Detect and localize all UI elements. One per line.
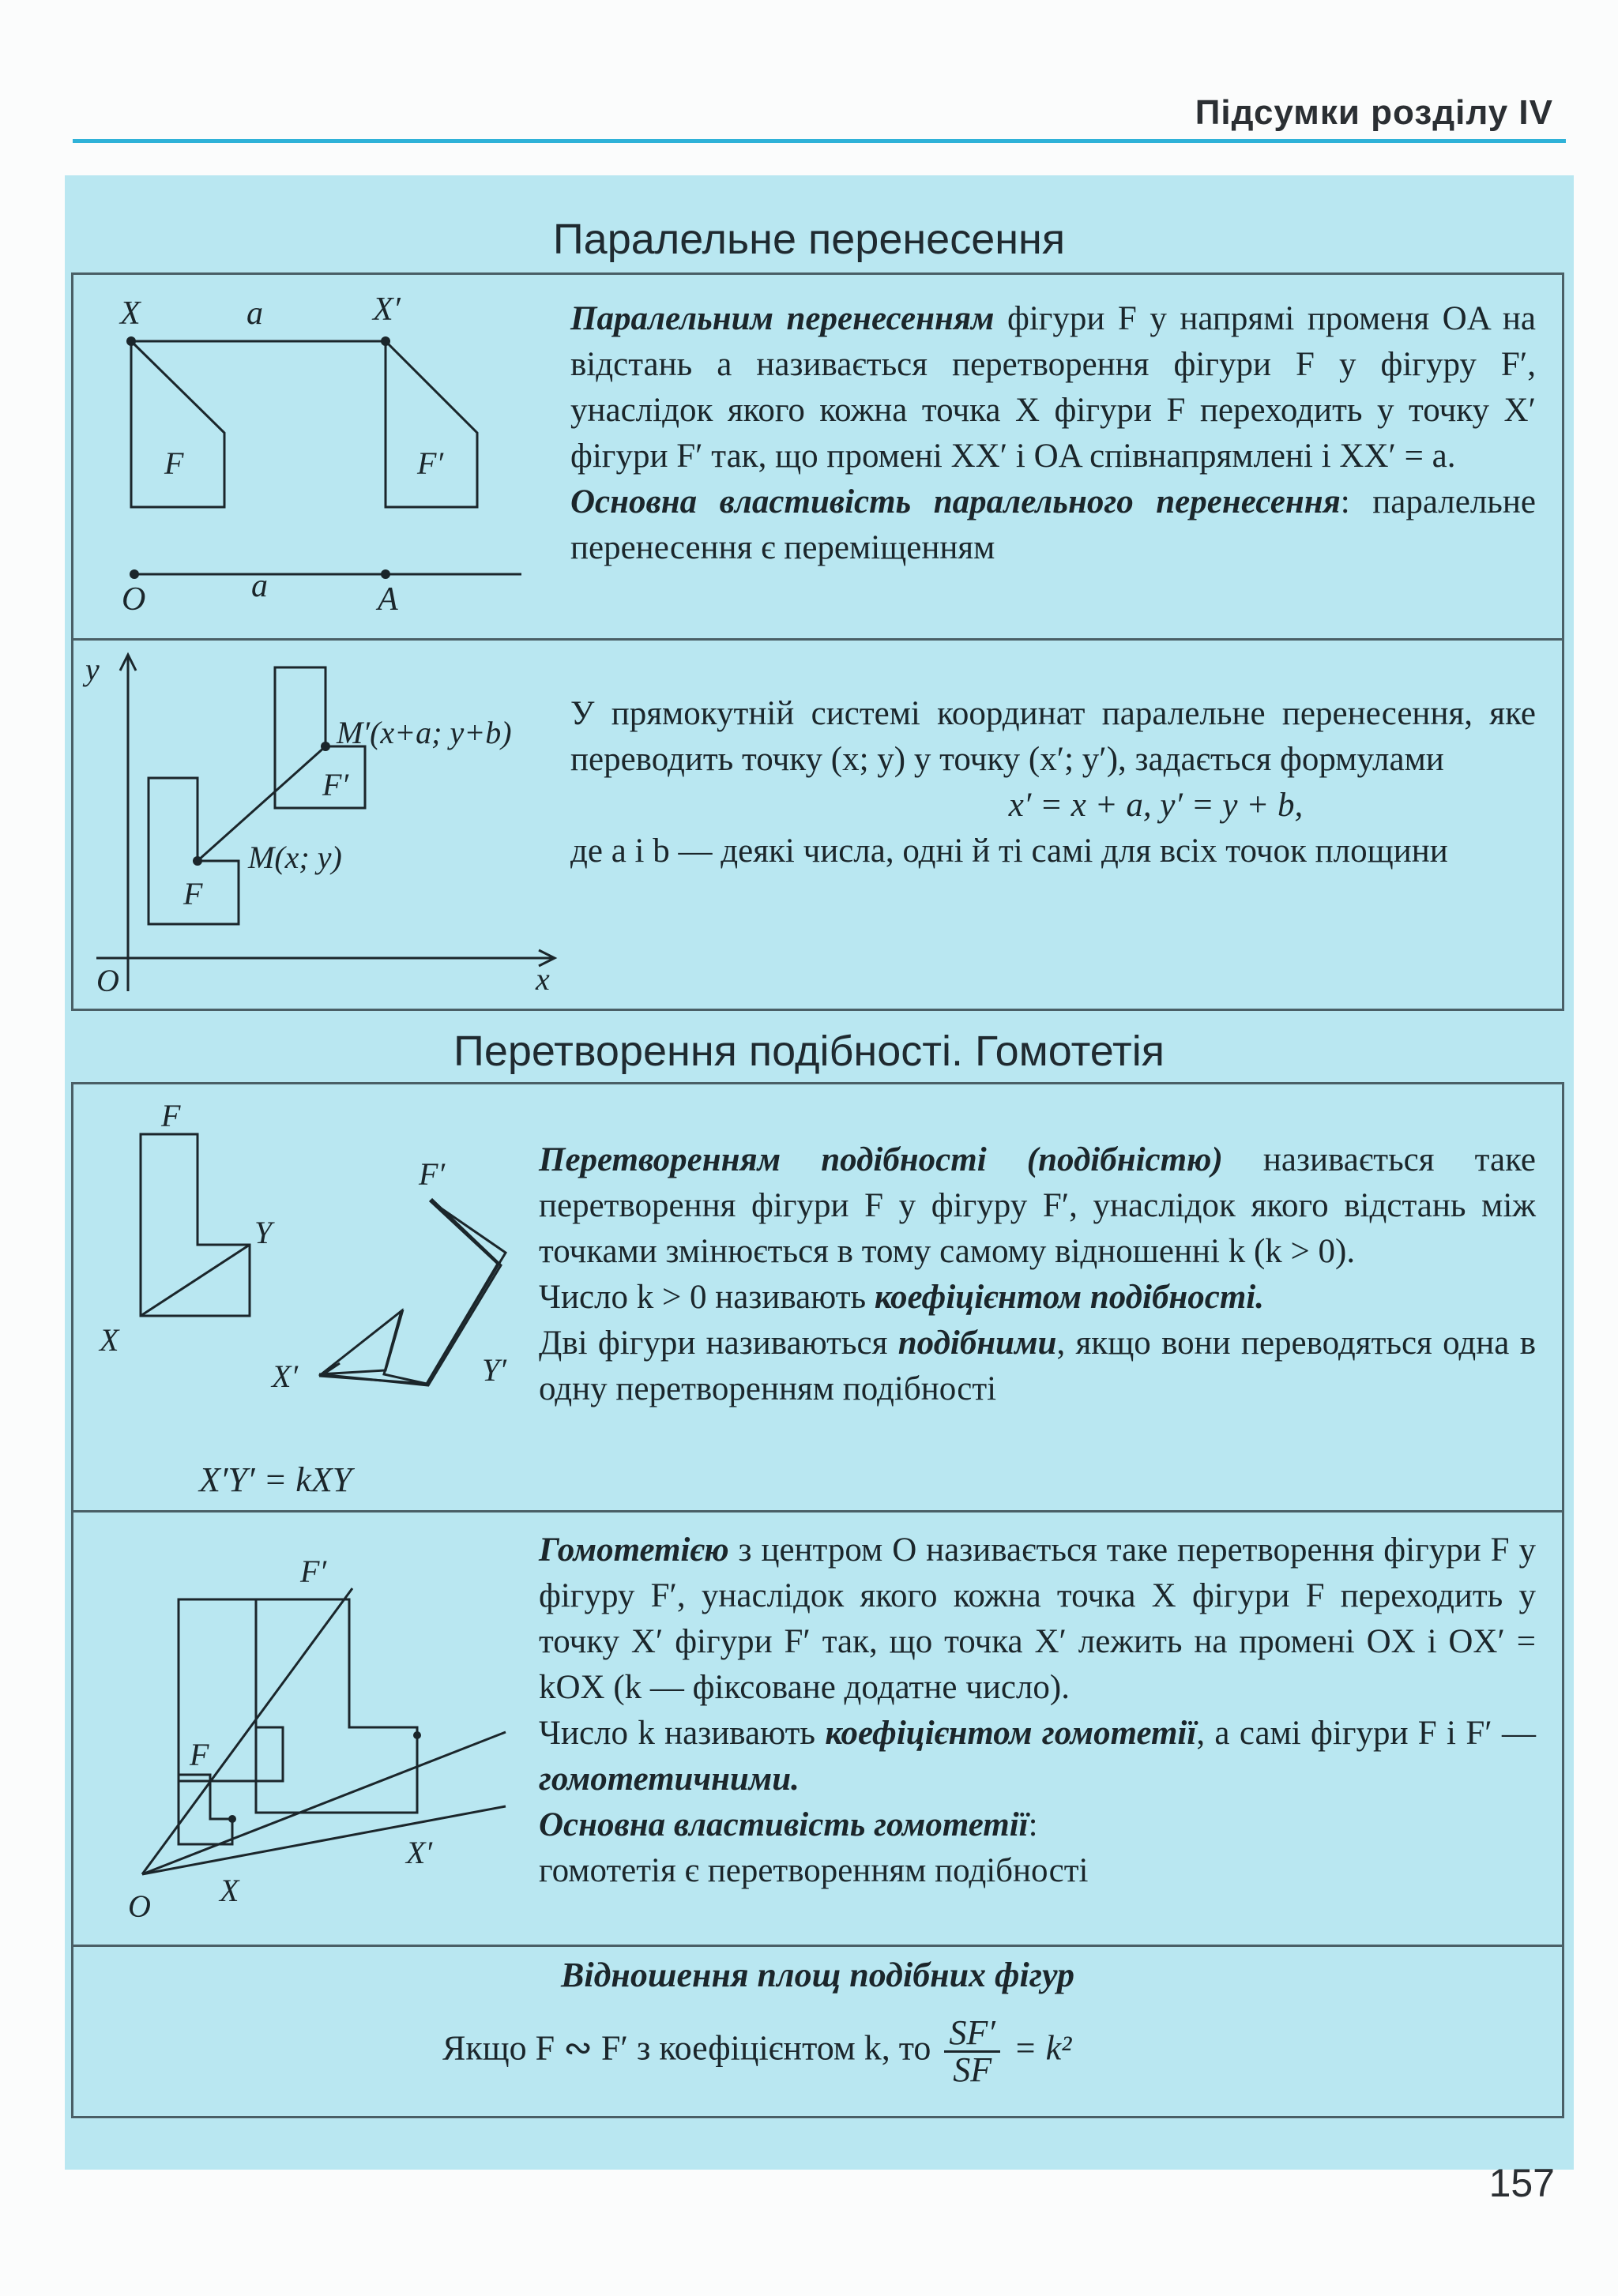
similarity-coef-pre: Число k > 0 називають [539,1279,875,1316]
coordinate-figure [79,644,569,1007]
label-X-prime: X′ [373,291,401,328]
similarity-definition [539,1137,1536,1412]
translation-figure [79,284,553,632]
translation-formula: x′ = x + a, y′ = y + b, [1008,787,1304,824]
label-F-3: F [161,1098,181,1133]
homothety-prop-text: гомотетія є перетворенням подібності [539,1852,1089,1889]
label-F: F [164,445,184,481]
label-a-top: a [246,295,263,332]
homothety-definition [539,1528,1536,1894]
similar-term: подібними [897,1325,1057,1362]
label-y: y [85,652,100,687]
label-F-4: F [190,1737,209,1772]
similarity-coef-term: коефіцієнтом подібності. [874,1279,1265,1316]
homothety-prop-term: Основна властивість гомотетії [539,1806,1029,1843]
similarity-figure [79,1098,537,1501]
similarity-term: Перетворенням подібності (подібністю) [539,1141,1223,1178]
homothety-coef-pre: Число k називають [539,1715,826,1752]
label-O-4: O [128,1888,151,1924]
homothety-text: з центром O називається таке перетворення фігури F у фігуру F′, унаслідок якого кожна точка X фігури F переходить у точку X′ фігури F′ так, що точка X′ лежить на промені OX і OX′ = kOX (k — фіксоване додатне число). [539,1531,1536,1706]
similar-pre: Дві фігури називаються [539,1325,898,1362]
label-X-3: X [100,1322,119,1358]
label-x: x [536,961,550,997]
coordinate-text [570,691,1536,874]
homothetic-term: гомотетичними. [539,1761,800,1798]
box-divider-3 [71,1945,1564,1947]
area-ratio-line [442,2013,1311,2089]
area-ratio-denominator: SF [953,2050,992,2089]
homothety-coef-post: , а самі фігури F і F′ — [1196,1715,1536,1752]
coordinate-intro: У прямокутній системі координат паралельне перенесення, яке переводить точку (x; y) у точку (x′; y′), задається формулами [570,695,1536,778]
label-X-prime-3: X′ [272,1358,299,1394]
homothety-term: Гомотетією [539,1531,729,1569]
section-title-translation: Паралельне перенесення [552,216,1066,263]
label-a-bottom: a [251,568,268,604]
property-term: Основна властивість паралельного перенесення [570,483,1341,520]
area-ratio-rhs: = k² [1013,2028,1072,2068]
translation-definition [570,296,1536,571]
homothety-coef-term: коефіцієнтом гомотетії [825,1715,1197,1752]
chapter-summary-title: Підсумки розділу IV [1195,93,1553,132]
page-number: 157 [1488,2161,1555,2205]
label-Y: Y [254,1215,273,1250]
box-divider-2 [71,1510,1564,1513]
area-ratio-fraction [944,2013,1000,2089]
homothety-prop-colon: : [1028,1806,1038,1843]
label-X-prime-4: X′ [406,1835,433,1870]
label-A: A [378,581,398,618]
label-F-2: F [183,876,203,911]
label-M: M(x; y) [248,840,342,875]
label-F-prime-4: F′ [300,1554,327,1589]
label-M-prime: M′(x+a; y+b) [337,715,512,750]
similarity-formula: X′Y′ = kXY [199,1460,352,1499]
label-O: O [122,581,146,618]
definition-term: Паралельним перенесенням [570,300,995,337]
coordinate-tail: де a і b — деякі числа, одні й ті самі для всіх точок площини [570,832,1448,870]
label-X: X [120,295,141,332]
label-F-prime-3: F′ [419,1156,446,1192]
label-F-prime-2: F′ [322,767,349,802]
similar-post: , якщо вони переводяться одна в одну перетворенням подібності [539,1325,1536,1407]
header-rule [73,139,1566,143]
label-X-4: X [220,1873,239,1908]
property-text: : паралельне перенесення є переміщенням [570,483,1536,566]
label-F-prime: F′ [417,445,444,481]
homothety-figure [79,1520,537,1939]
area-ratio-text: Якщо F ∾ F′ з коефіцієнтом k, то [442,2028,931,2068]
similarity-text: називається таке перетворення фігури F у фігуру F′, унаслідок якого відстань між точками змінюється в тому самому відношенні k (k > 0). [539,1141,1536,1270]
area-ratio-numerator: SF′ [944,2016,1000,2053]
definition-text: фігури F у напрямі променя OA на відстань a називається перетворення фігури F у фігуру F′, унаслідок якого кожна точка X фігури F переходить у точку X′ фігури F′ так, що промені XX′ і OA співнапрямлені і XX′ = a. [570,300,1536,475]
label-O-2: O [96,963,119,998]
box-divider [71,638,1564,641]
area-ratio-title [71,1952,1564,1998]
label-Y-prime: Y′ [482,1352,506,1388]
section-title-similarity: Перетворення подібності. Гомотетія [453,1028,1165,1075]
area-ratio-heading: Відношення площ подібних фігур [561,1956,1074,1994]
